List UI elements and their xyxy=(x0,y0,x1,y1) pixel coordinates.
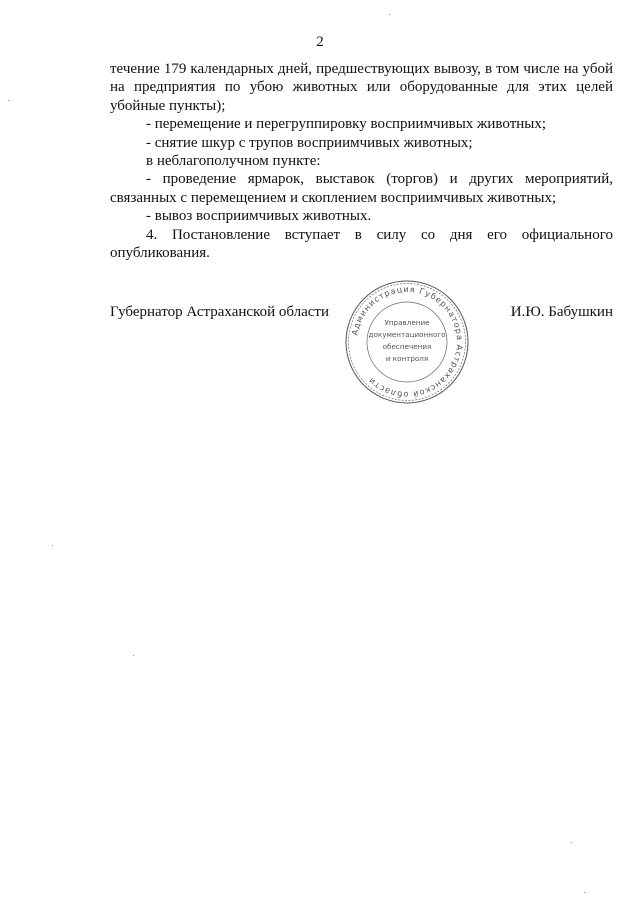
official-stamp xyxy=(343,278,471,406)
stamp-seal-icon xyxy=(343,278,471,406)
scan-speck xyxy=(571,842,572,843)
list-item-export: - вывоз восприимчивых животных. xyxy=(146,208,372,225)
paragraph-effective-date: 4. Постановление вступает в силу со дня его официального опубликования. xyxy=(110,226,613,262)
paragraph-continuation: течение 179 календарных дней, предшествующих вывозу, в том числе на убой на предприятия по убою животных или оборудованные для этих целей убойные пункты); xyxy=(110,61,613,114)
scan-speck xyxy=(584,892,585,893)
stamp-inner-line-4: и контроля xyxy=(385,354,429,363)
stamp-inner-line-2: документационного xyxy=(368,330,446,339)
list-item-relocation: - перемещение и перегруппировку восприимчивых животных; xyxy=(146,116,547,133)
stamp-outer-text: Администрация Губернатора Астраханской области xyxy=(349,283,466,401)
scan-speck xyxy=(389,14,390,15)
list-item-skinning: - снятие шкур с трупов восприимчивых животных; xyxy=(146,134,473,151)
stamp-inner-line-1: Управление xyxy=(384,318,430,327)
stamp-inner-line-3: обеспечения xyxy=(382,342,432,351)
list-item-fairs: - проведение ярмарок, выставок (торгов) и других мероприятий, связанных с перемещением и скоплением восприимчивых животных; xyxy=(110,171,613,206)
scan-speck xyxy=(133,655,134,656)
signer-name: И.Ю. Бабушкин xyxy=(510,304,613,320)
scan-speck xyxy=(8,100,9,101)
signer-position: Губернатор Астраханской области xyxy=(110,304,330,320)
subheading-affected-point: в неблагополучном пункте: xyxy=(146,153,321,170)
document-body xyxy=(110,60,613,262)
page-number: 2 xyxy=(316,34,324,50)
scan-speck xyxy=(52,545,53,546)
